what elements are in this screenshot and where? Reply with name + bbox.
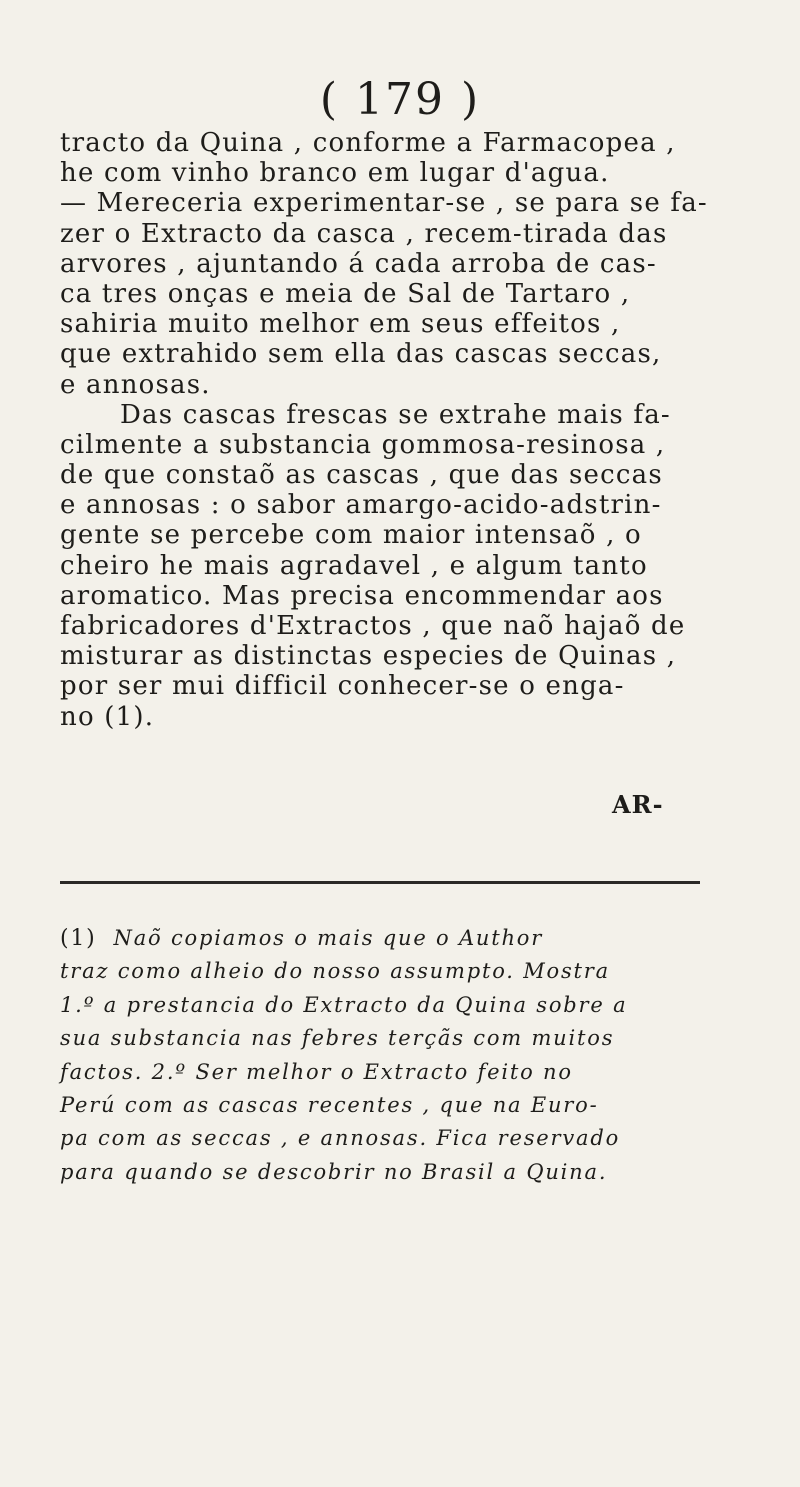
text-line: que extrahido sem ella das cascas seccas,: [60, 339, 662, 370]
text-line: ca tres onças e meia de Sal de Tartaro ,: [60, 278, 631, 309]
page-number: ( 179 ): [319, 74, 481, 125]
text-line: fabricadores d'Extractos , que naõ hajaõ de: [60, 611, 686, 641]
footnote-line: factos. 2.º Ser melhor o Extracto feito no: [60, 1059, 573, 1084]
text-line: gente se percebe com maior intensaõ , o: [60, 520, 642, 551]
footnote-line: 1.º a prestancia do Extracto da Quina sobre a: [60, 992, 628, 1017]
footnote-line: para quando se descobrir no Brasil a Quina.: [60, 1159, 608, 1184]
text-line: no (1).: [60, 701, 155, 732]
text-line: he com vinho branco em lugar d'agua.: [60, 158, 610, 189]
text-line: tracto da Quina , conforme a Farmacopea ,: [60, 128, 676, 158]
footnote-line: Perú com as cascas recentes , que na Euro-: [60, 1092, 599, 1117]
footnote-line: sua substancia nas febres terçãs com muitos: [60, 1026, 615, 1051]
text-line: arvores , ajuntando á cada arroba de cas-: [60, 248, 657, 279]
text-line: misturar as distinctas especies de Quinas ,: [60, 641, 677, 672]
footnote-line: pa com as seccas , e annosas. Fica reservado: [60, 1126, 621, 1151]
text-line: e annosas : o sabor amargo-acido-adstrin-: [60, 490, 662, 521]
text-line: de que constaõ as cascas , que das seccas: [60, 460, 663, 491]
text-line: cilmente a substancia gommosa-resinosa ,: [60, 429, 666, 460]
catchword: AR-: [612, 790, 664, 819]
footnote: [60, 922, 730, 1189]
footnote-line-text: Naõ copiamos o mais que o Author: [113, 926, 544, 950]
text-line: cheiro he mais agradavel , e algum tanto: [60, 550, 648, 581]
text-line: e annosas.: [60, 369, 211, 400]
footnote-rule: [60, 881, 700, 884]
main-text: [60, 128, 730, 732]
text-line: — Mereceria experimentar-se , se para se fa-: [60, 188, 708, 219]
text-line: Das cascas frescas se extrahe mais fa-: [120, 399, 671, 430]
text-line: sahiria muito melhor em seus effeitos ,: [60, 309, 621, 340]
text-line: por ser mui difficil conhecer-se o enga-: [60, 671, 625, 702]
footnote-line: [60, 922, 730, 955]
text-line: aromatico. Mas precisa encommendar aos: [60, 580, 664, 611]
footnote-marker: (1): [60, 926, 97, 951]
text-line: zer o Extracto da casca , recem-tirada das: [60, 218, 668, 249]
footnote-line: traz como alheio do nosso assumpto. Mostra: [60, 959, 610, 984]
